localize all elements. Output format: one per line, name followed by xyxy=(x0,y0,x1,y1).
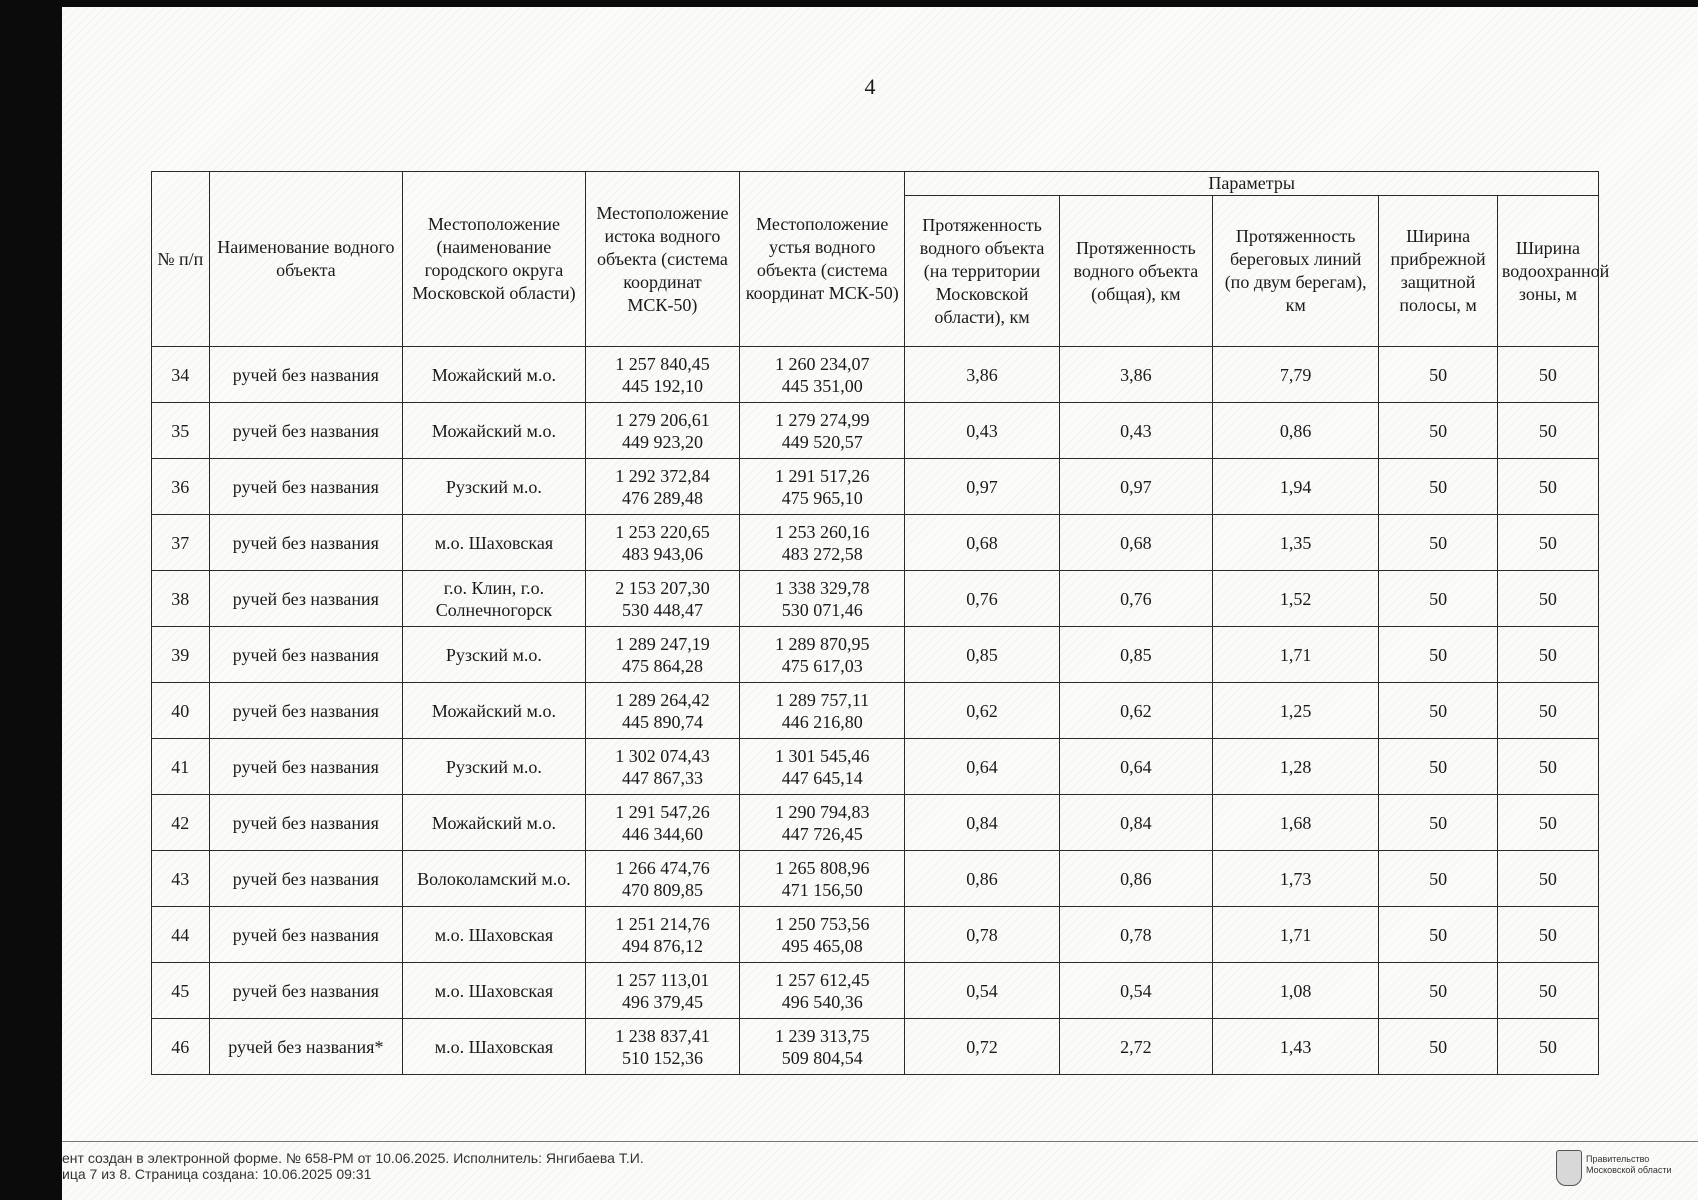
cell-num: 40 xyxy=(152,683,210,739)
cell-location: м.о. Шаховская xyxy=(403,907,586,963)
source-coordinate-x: 1 302 074,43 xyxy=(615,745,710,766)
mouth-coordinate-x: 1 291 517,26 xyxy=(774,465,870,486)
cell-name: ручей без названия xyxy=(209,683,403,739)
header-protection-zone: Ширина водоохранной зоны, м xyxy=(1497,196,1598,347)
cell-num: 44 xyxy=(152,907,210,963)
cell-location: м.о. Шаховская xyxy=(403,963,586,1019)
mouth-coordinate-x: 1 260 234,07 xyxy=(774,353,870,374)
table-row xyxy=(152,1019,1599,1075)
cell-length-region: 0,97 xyxy=(905,459,1059,515)
table-row xyxy=(152,963,1599,1019)
cell-num: 43 xyxy=(152,851,210,907)
mouth-coordinate-y: 483 272,58 xyxy=(781,543,863,564)
cell-name: ручей без названия xyxy=(209,851,403,907)
cell-num: 34 xyxy=(152,347,210,403)
cell-length-total: 0,78 xyxy=(1059,907,1212,963)
mouth-coordinate-x: 1 257 612,45 xyxy=(774,969,870,990)
cell-protection-zone: 50 xyxy=(1497,403,1598,459)
cell-name: ручей без названия xyxy=(209,459,403,515)
government-label-line-2: Московской области xyxy=(1586,1165,1672,1175)
source-coordinate-y: 445 192,10 xyxy=(621,375,703,396)
source-coordinate-x: 1 266 474,76 xyxy=(615,857,710,878)
header-length-region: Протяженность водного объекта (на территории Московской области), км xyxy=(905,196,1059,347)
cell-shoreline: 1,52 xyxy=(1213,571,1379,627)
cell-name: ручей без названия* xyxy=(209,1019,403,1075)
cell-mouth-coordinates xyxy=(740,1019,905,1075)
cell-shoreline: 1,71 xyxy=(1213,627,1379,683)
mouth-coordinate-x: 1 338 329,78 xyxy=(774,577,870,598)
table-body xyxy=(152,347,1599,1075)
cell-coastal-strip: 50 xyxy=(1379,795,1497,851)
cell-name: ручей без названия xyxy=(209,347,403,403)
source-coordinate-y: 530 448,47 xyxy=(621,599,703,620)
mouth-coordinate-x: 1 289 757,11 xyxy=(775,689,870,710)
table-row xyxy=(152,403,1599,459)
header-source: Местоположение истока водного объекта (система координат МСК-50) xyxy=(585,172,739,347)
source-coordinate-x: 1 279 206,61 xyxy=(615,409,710,430)
cell-name: ручей без названия xyxy=(209,907,403,963)
cell-protection-zone: 50 xyxy=(1497,627,1598,683)
table-row xyxy=(152,347,1599,403)
cell-shoreline: 1,28 xyxy=(1213,739,1379,795)
cell-source-coordinates xyxy=(585,683,739,739)
cell-length-region: 0,84 xyxy=(905,795,1059,851)
mouth-coordinate-x: 1 239 313,75 xyxy=(774,1025,870,1046)
header-coastal-strip: Ширина прибрежной защитной полосы, м xyxy=(1379,196,1497,347)
cell-length-region: 0,76 xyxy=(905,571,1059,627)
cell-shoreline: 1,94 xyxy=(1213,459,1379,515)
cell-length-region: 0,64 xyxy=(905,739,1059,795)
cell-length-region: 0,86 xyxy=(905,851,1059,907)
source-coordinate-x: 1 289 264,42 xyxy=(615,689,710,710)
header-num: № п/п xyxy=(152,172,210,347)
cell-source-coordinates xyxy=(585,403,739,459)
cell-num: 42 xyxy=(152,795,210,851)
cell-length-total: 0,86 xyxy=(1059,851,1212,907)
cell-length-total: 0,85 xyxy=(1059,627,1212,683)
source-coordinate-y: 445 890,74 xyxy=(621,711,703,732)
cell-num: 36 xyxy=(152,459,210,515)
cell-name: ручей без названия xyxy=(209,739,403,795)
table-row xyxy=(152,851,1599,907)
source-coordinate-y: 475 864,28 xyxy=(621,655,703,676)
cell-source-coordinates xyxy=(585,907,739,963)
header-name: Наименование водного объекта xyxy=(209,172,403,347)
cell-location: Можайский м.о. xyxy=(403,403,586,459)
cell-location: Можайский м.о. xyxy=(403,795,586,851)
mouth-coordinate-y: 496 540,36 xyxy=(781,991,863,1012)
mouth-coordinate-y: 509 804,54 xyxy=(781,1047,863,1068)
cell-coastal-strip: 50 xyxy=(1379,963,1497,1019)
cell-length-region: 0,68 xyxy=(905,515,1059,571)
source-coordinate-x: 1 292 372,84 xyxy=(615,465,710,486)
cell-coastal-strip: 50 xyxy=(1379,515,1497,571)
cell-mouth-coordinates xyxy=(740,347,905,403)
header-params-group: Параметры xyxy=(905,172,1599,196)
cell-shoreline: 1,73 xyxy=(1213,851,1379,907)
cell-num: 35 xyxy=(152,403,210,459)
footer-line-2: ица 7 из 8. Страница создана: 10.06.2025 09:31 xyxy=(62,1166,372,1182)
cell-length-total: 0,43 xyxy=(1059,403,1212,459)
cell-mouth-coordinates xyxy=(740,907,905,963)
cell-protection-zone: 50 xyxy=(1497,963,1598,1019)
cell-shoreline: 1,43 xyxy=(1213,1019,1379,1075)
mouth-coordinate-y: 447 645,14 xyxy=(781,767,863,788)
cell-source-coordinates xyxy=(585,851,739,907)
table-header xyxy=(152,172,1610,347)
government-label-line-1: Правительство xyxy=(1586,1154,1650,1164)
cell-protection-zone: 50 xyxy=(1497,571,1598,627)
cell-coastal-strip: 50 xyxy=(1379,683,1497,739)
cell-length-total: 0,97 xyxy=(1059,459,1212,515)
cell-source-coordinates xyxy=(585,795,739,851)
footer-divider xyxy=(62,1141,1698,1142)
cell-length-total: 2,72 xyxy=(1059,1019,1212,1075)
table-row xyxy=(152,683,1599,739)
mouth-coordinate-y: 475 965,10 xyxy=(781,487,863,508)
coat-of-arms-icon xyxy=(1556,1150,1582,1186)
cell-num: 38 xyxy=(152,571,210,627)
cell-shoreline: 1,25 xyxy=(1213,683,1379,739)
mouth-coordinate-x: 1 290 794,83 xyxy=(774,801,870,822)
source-coordinate-x: 1 291 547,26 xyxy=(615,801,710,822)
source-coordinate-x: 1 238 837,41 xyxy=(615,1025,710,1046)
source-coordinate-x: 2 153 207,30 xyxy=(615,577,710,598)
footer-stamp xyxy=(62,1150,644,1182)
cell-num: 41 xyxy=(152,739,210,795)
cell-num: 45 xyxy=(152,963,210,1019)
header-location: Местоположение (наименование городского округа Московской области) xyxy=(403,172,586,347)
mouth-coordinate-x: 1 253 260,16 xyxy=(774,521,870,542)
mouth-coordinate-y: 446 216,80 xyxy=(781,711,863,732)
cell-name: ручей без названия xyxy=(209,963,403,1019)
source-coordinate-y: 447 867,33 xyxy=(621,767,703,788)
mouth-coordinate-y: 475 617,03 xyxy=(781,655,863,676)
cell-mouth-coordinates xyxy=(740,683,905,739)
cell-source-coordinates xyxy=(585,627,739,683)
cell-name: ручей без названия xyxy=(209,795,403,851)
table-row xyxy=(152,515,1599,571)
mouth-coordinate-y: 449 520,57 xyxy=(781,431,863,452)
cell-shoreline: 1,68 xyxy=(1213,795,1379,851)
source-coordinate-y: 449 923,20 xyxy=(621,431,703,452)
cell-location: г.о. Клин, г.о. Солнечногорск xyxy=(403,571,586,627)
cell-mouth-coordinates xyxy=(740,515,905,571)
cell-coastal-strip: 50 xyxy=(1379,403,1497,459)
cell-source-coordinates xyxy=(585,963,739,1019)
cell-source-coordinates xyxy=(585,739,739,795)
source-coordinate-y: 483 943,06 xyxy=(621,543,703,564)
cell-name: ручей без названия xyxy=(209,627,403,683)
cell-coastal-strip: 50 xyxy=(1379,739,1497,795)
cell-source-coordinates xyxy=(585,1019,739,1075)
cell-coastal-strip: 50 xyxy=(1379,627,1497,683)
cell-protection-zone: 50 xyxy=(1497,851,1598,907)
mouth-coordinate-y: 530 071,46 xyxy=(781,599,863,620)
cell-length-region: 0,62 xyxy=(905,683,1059,739)
cell-protection-zone: 50 xyxy=(1497,459,1598,515)
cell-length-total: 0,68 xyxy=(1059,515,1212,571)
cell-location: Рузский м.о. xyxy=(403,459,586,515)
source-coordinate-y: 470 809,85 xyxy=(621,879,703,900)
cell-name: ручей без названия xyxy=(209,515,403,571)
mouth-coordinate-y: 471 156,50 xyxy=(781,879,863,900)
source-coordinate-x: 1 257 840,45 xyxy=(615,353,710,374)
cell-name: ручей без названия xyxy=(209,403,403,459)
cell-length-total: 0,64 xyxy=(1059,739,1212,795)
cell-length-region: 0,85 xyxy=(905,627,1059,683)
source-coordinate-y: 446 344,60 xyxy=(621,823,703,844)
table-row xyxy=(152,459,1599,515)
mouth-coordinate-y: 495 465,08 xyxy=(781,935,863,956)
cell-protection-zone: 50 xyxy=(1497,1019,1598,1075)
water-objects-table xyxy=(151,171,1610,1075)
cell-protection-zone: 50 xyxy=(1497,347,1598,403)
table-row xyxy=(152,907,1599,963)
source-coordinate-x: 1 289 247,19 xyxy=(615,633,710,654)
cell-shoreline: 7,79 xyxy=(1213,347,1379,403)
footer-line-1: ент создан в электронной форме. № 658-РМ от 10.06.2025. Исполнитель: Янгибаева Т.И. xyxy=(62,1150,644,1166)
source-coordinate-x: 1 257 113,01 xyxy=(615,969,710,990)
cell-length-region: 0,72 xyxy=(905,1019,1059,1075)
scan-left-edge xyxy=(0,0,62,1200)
cell-length-region: 0,78 xyxy=(905,907,1059,963)
page-number: 4 xyxy=(864,74,876,99)
cell-mouth-coordinates xyxy=(740,739,905,795)
cell-mouth-coordinates xyxy=(740,795,905,851)
scan-top-edge xyxy=(0,0,1698,7)
cell-location: м.о. Шаховская xyxy=(403,515,586,571)
cell-mouth-coordinates xyxy=(740,963,905,1019)
cell-coastal-strip: 50 xyxy=(1379,347,1497,403)
cell-mouth-coordinates xyxy=(740,403,905,459)
cell-length-region: 0,54 xyxy=(905,963,1059,1019)
cell-protection-zone: 50 xyxy=(1497,739,1598,795)
mouth-coordinate-x: 1 289 870,95 xyxy=(774,633,870,654)
cell-coastal-strip: 50 xyxy=(1379,571,1497,627)
cell-protection-zone: 50 xyxy=(1497,907,1598,963)
cell-length-total: 3,86 xyxy=(1059,347,1212,403)
cell-shoreline: 1,71 xyxy=(1213,907,1379,963)
cell-location: Можайский м.о. xyxy=(403,683,586,739)
cell-coastal-strip: 50 xyxy=(1379,851,1497,907)
table-row xyxy=(152,739,1599,795)
cell-source-coordinates xyxy=(585,459,739,515)
cell-protection-zone: 50 xyxy=(1497,795,1598,851)
cell-length-total: 0,76 xyxy=(1059,571,1212,627)
cell-location: Можайский м.о. xyxy=(403,347,586,403)
mouth-coordinate-x: 1 250 753,56 xyxy=(774,913,870,934)
cell-mouth-coordinates xyxy=(740,851,905,907)
cell-coastal-strip: 50 xyxy=(1379,1019,1497,1075)
cell-location: Рузский м.о. xyxy=(403,627,586,683)
cell-mouth-coordinates xyxy=(740,571,905,627)
source-coordinate-y: 496 379,45 xyxy=(621,991,703,1012)
mouth-coordinate-x: 1 265 808,96 xyxy=(774,857,870,878)
mouth-coordinate-y: 445 351,00 xyxy=(781,375,863,396)
cell-mouth-coordinates xyxy=(740,627,905,683)
source-coordinate-y: 510 152,36 xyxy=(621,1047,703,1068)
cell-source-coordinates xyxy=(585,347,739,403)
cell-length-region: 0,43 xyxy=(905,403,1059,459)
source-coordinate-x: 1 253 220,65 xyxy=(615,521,710,542)
cell-length-total: 0,84 xyxy=(1059,795,1212,851)
cell-num: 46 xyxy=(152,1019,210,1075)
source-coordinate-y: 476 289,48 xyxy=(621,487,703,508)
table-row xyxy=(152,627,1599,683)
header-shoreline: Протяженность береговых линий (по двум берегам), км xyxy=(1213,196,1379,347)
cell-shoreline: 0,86 xyxy=(1213,403,1379,459)
table-row xyxy=(152,795,1599,851)
cell-protection-zone: 50 xyxy=(1497,683,1598,739)
cell-mouth-coordinates xyxy=(740,459,905,515)
header-mouth: Местоположение устья водного объекта (система координат МСК-50) xyxy=(740,172,905,347)
cell-coastal-strip: 50 xyxy=(1379,907,1497,963)
cell-protection-zone: 50 xyxy=(1497,515,1598,571)
cell-location: Волоколамский м.о. xyxy=(403,851,586,907)
cell-name: ручей без названия xyxy=(209,571,403,627)
cell-shoreline: 1,35 xyxy=(1213,515,1379,571)
cell-length-total: 0,62 xyxy=(1059,683,1212,739)
cell-location: Рузский м.о. xyxy=(403,739,586,795)
cell-source-coordinates xyxy=(585,515,739,571)
cell-num: 37 xyxy=(152,515,210,571)
cell-coastal-strip: 50 xyxy=(1379,459,1497,515)
cell-length-total: 0,54 xyxy=(1059,963,1212,1019)
table-row xyxy=(152,571,1599,627)
mouth-coordinate-x: 1 301 545,46 xyxy=(774,745,870,766)
cell-location: м.о. Шаховская xyxy=(403,1019,586,1075)
cell-length-region: 3,86 xyxy=(905,347,1059,403)
government-label xyxy=(1586,1154,1672,1176)
mouth-coordinate-x: 1 279 274,99 xyxy=(774,409,870,430)
cell-shoreline: 1,08 xyxy=(1213,963,1379,1019)
header-length-total: Протяженность водного объекта (общая), км xyxy=(1059,196,1212,347)
mouth-coordinate-y: 447 726,45 xyxy=(781,823,863,844)
cell-source-coordinates xyxy=(585,571,739,627)
source-coordinate-y: 494 876,12 xyxy=(621,935,703,956)
cell-num: 39 xyxy=(152,627,210,683)
source-coordinate-x: 1 251 214,76 xyxy=(615,913,710,934)
